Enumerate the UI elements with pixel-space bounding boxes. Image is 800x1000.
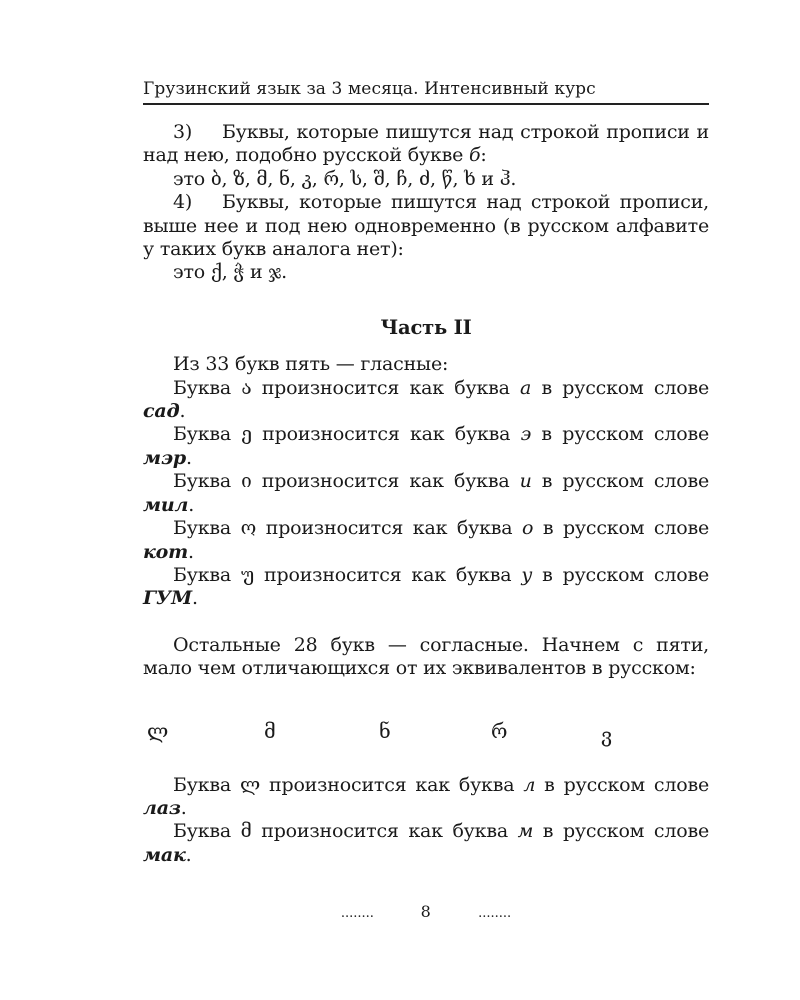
item-number: 3): [173, 121, 193, 143]
georgian-letter: ნ: [379, 718, 391, 743]
russian-letter: л: [523, 773, 536, 796]
text: Буква უ произносится как буква: [173, 563, 522, 586]
russian-letter: и: [519, 470, 532, 493]
russian-letter: о: [522, 517, 534, 540]
text: Буква ე произносится как буква: [173, 423, 521, 446]
paragraph-item-4: [143, 191, 709, 261]
vowel-paragraph: [143, 470, 709, 517]
text: в русском слове: [533, 517, 709, 540]
text: в русском слове: [531, 423, 709, 446]
text: Буква მ произносится как буква: [173, 820, 518, 843]
russian-letter: м: [517, 820, 534, 843]
text: Буква ი произносится как буква: [173, 470, 520, 493]
russian-letter: у: [521, 563, 533, 586]
example-word: кот: [143, 540, 189, 563]
punctuation: .: [179, 400, 186, 423]
text: Буква ო произносится как буква: [173, 517, 522, 540]
text: в русском слове: [535, 773, 709, 796]
running-head: Грузинский язык за 3 месяца. Интенсивный курс: [143, 78, 709, 105]
text: Буква ა произносится как буква: [173, 376, 521, 399]
russian-letter: э: [520, 423, 532, 446]
footer-dots-right: ........: [478, 906, 512, 921]
section-heading: Часть II: [380, 315, 472, 339]
book-page: [143, 78, 709, 978]
punctuation: .: [188, 493, 195, 516]
consonant-paragraph: [143, 774, 709, 821]
footer-dots-left: ........: [340, 906, 374, 921]
punctuation: .: [185, 843, 192, 866]
vowels-intro: Из 33 букв пять — гласные:: [173, 353, 449, 376]
example-letter: б: [469, 144, 481, 167]
vowel-paragraph: [143, 377, 709, 424]
georgian-letter: მ: [264, 718, 276, 743]
punctuation: .: [180, 796, 187, 819]
example-word: лаз: [143, 796, 181, 819]
letters-line: это ქ, ჭ и ჯ.: [173, 261, 287, 284]
georgian-letter: ვ: [601, 722, 612, 747]
georgian-letter: ლ: [147, 718, 169, 743]
letters-line: это ბ, ზ, მ, ნ, კ, რ, ს, შ, ჩ, ძ, წ, ხ и ჰ.: [173, 167, 517, 190]
paragraph-item-3: [143, 121, 709, 168]
vowel-paragraph: [143, 564, 709, 611]
example-word: сад: [143, 400, 180, 423]
example-word: мил: [143, 493, 189, 516]
item-text: Буквы, которые пишутся над строкой прописи, выше нее и под нею одновременно (в русском алфавите у таких букв аналога нет):: [143, 191, 709, 261]
punctuation: .: [188, 540, 194, 563]
consonants-intro: Остальные 28 букв — согласные. Начнем с пяти, мало чем отличающихся от их эквивалентов в русском:: [143, 633, 709, 680]
russian-letter: а: [520, 376, 532, 399]
text: в русском слове: [531, 376, 709, 399]
item-number: 4): [173, 191, 193, 214]
punctuation: :: [480, 144, 487, 167]
vowel-paragraph: [143, 517, 709, 564]
text: в русском слове: [533, 820, 709, 843]
text: в русском слове: [531, 470, 709, 493]
example-word: мэр: [143, 446, 187, 469]
consonant-paragraph: [143, 820, 709, 867]
punctuation: .: [191, 587, 198, 610]
page-number: 8: [420, 902, 432, 921]
punctuation: .: [186, 446, 192, 469]
georgian-letter: რ: [491, 718, 508, 743]
item-text: Буквы, которые пишутся над строкой прописи и над нею, подобно русской букве: [143, 121, 709, 167]
text: в русском слове: [532, 563, 709, 586]
text: Буква ლ произносится как буква: [173, 773, 524, 796]
page-footer: [143, 902, 709, 921]
example-word: ГУМ: [143, 587, 192, 610]
vowel-paragraph: [143, 423, 709, 470]
example-word: мак: [143, 843, 186, 866]
consonant-letters-row: [143, 706, 709, 766]
page-body: [143, 121, 709, 867]
